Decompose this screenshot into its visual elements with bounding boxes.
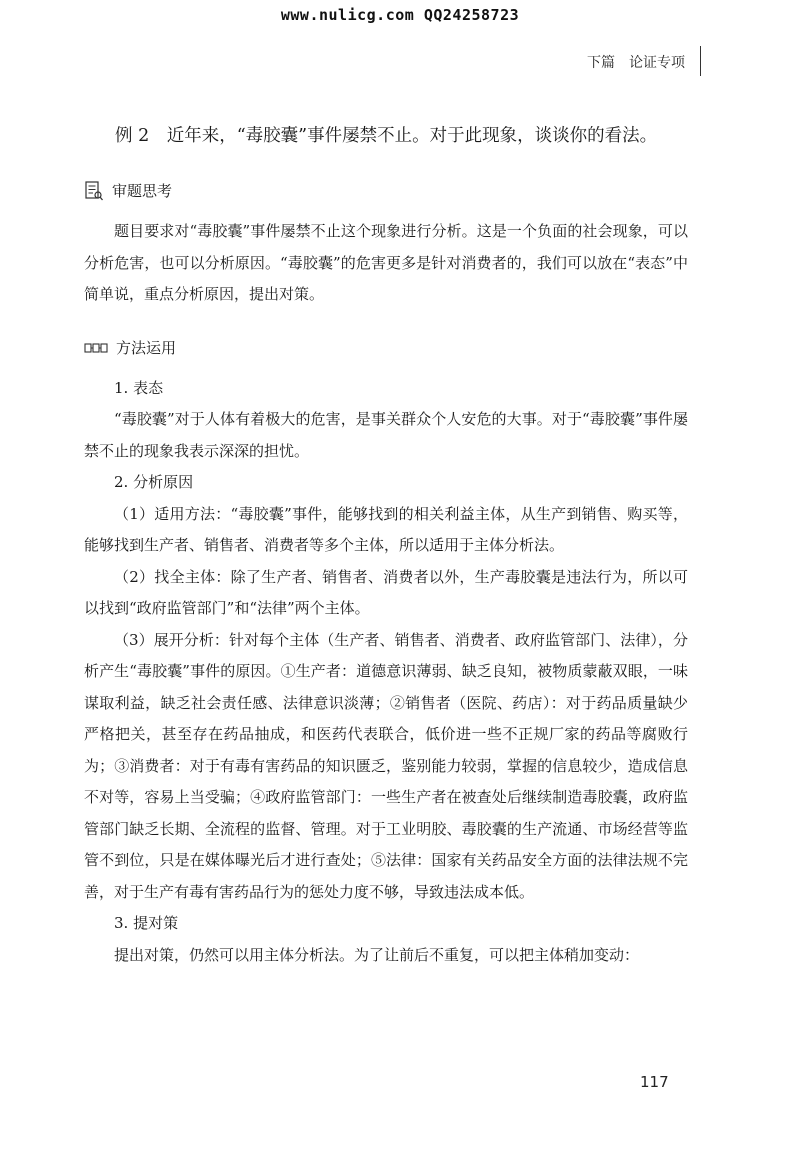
watermark: www.nulicg.com QQ24258723: [280, 6, 520, 24]
analysis-subjects-paragraph: （2）找全主体：除了生产者、销售者、消费者以外，生产毒胶囊是违法行为，所以可以找到“政府监管部门”和“法律”两个主体。: [84, 567, 688, 617]
subheading-analysis: 2. 分析原因: [114, 473, 194, 491]
header-part: 下篇: [587, 55, 615, 71]
section-title-method: 方法运用: [116, 338, 177, 357]
page-body: [84, 118, 688, 971]
header-divider: [700, 46, 701, 76]
running-header: [587, 52, 685, 72]
subheading-countermeasures: 3. 提对策: [114, 914, 179, 932]
page-number: 117: [640, 1073, 669, 1091]
section-heading-review: [84, 176, 688, 206]
section-title-review: 审题思考: [112, 182, 173, 200]
method-application-icon: [84, 341, 108, 355]
countermeasures-paragraph: 提出对策，仍然可以用主体分析法。为了让前后不重复，可以把主体稍加变动：: [114, 945, 640, 964]
section-heading-method: [84, 333, 688, 363]
example-question: 例 2 近年来，“毒胶囊”事件屡禁不止。对于此现象，谈谈你的看法。: [115, 126, 658, 146]
stance-paragraph: “毒胶囊”对于人体有着极大的危害，是事关群众个人安危的大事。对于“毒胶囊”事件屡禁不止的现象我表示深深的担忧。: [84, 410, 688, 460]
review-thinking-icon: [84, 180, 104, 202]
header-topic: 论证专项: [629, 55, 685, 71]
subheading-stance: 1. 表态: [114, 378, 164, 397]
analysis-method-paragraph: （1）适用方法：“毒胶囊”事件，能够找到的相关利益主体，从生产到销售、购买等，能够找到生产者、销售者、消费者等多个主体，所以适用于主体分析法。: [84, 504, 688, 554]
review-paragraph: 题目要求对“毒胶囊”事件屡禁不止这个现象进行分析。这是一个负面的社会现象，可以分析危害，也可以分析原因。“毒胶囊”的危害更多是针对消费者的，我们可以放在“表态”中简单说，重点分析原因，提出对策。: [84, 222, 688, 303]
analysis-detail-paragraph: （3）展开分析：针对每个主体（生产者、销售者、消费者、政府监管部门、法律），分析产生“毒胶囊”事件的原因。①生产者：道德意识薄弱、缺乏良知，被物质蒙蔽双眼，一味谋取利益，缺乏社会责任感、法律意识淡薄；②销售者（医院、药店）：对于药品质量缺少严格把关，甚至存在药品抽成，和医药代表联合，低价进一些不正规厂家的药品等腐败行为；③消费者：对于有毒有害药品的知识匮乏，鉴别能力较弱，掌握的信息较少，造成信息不对等，容易上当受骗；④政府监管部门：一些生产者在被查处后继续制造毒胶囊，政府监管部门缺乏长期、全流程的监督、管理。对于工业明胶、毒胶囊的生产流通、市场经营等监管不到位，只是在媒体曝光后才进行查处；⑤法律：国家有关药品安全方面的法律法规不完善，对于生产有毒有害药品行为的惩处力度不够，导致违法成本低。: [84, 630, 688, 901]
